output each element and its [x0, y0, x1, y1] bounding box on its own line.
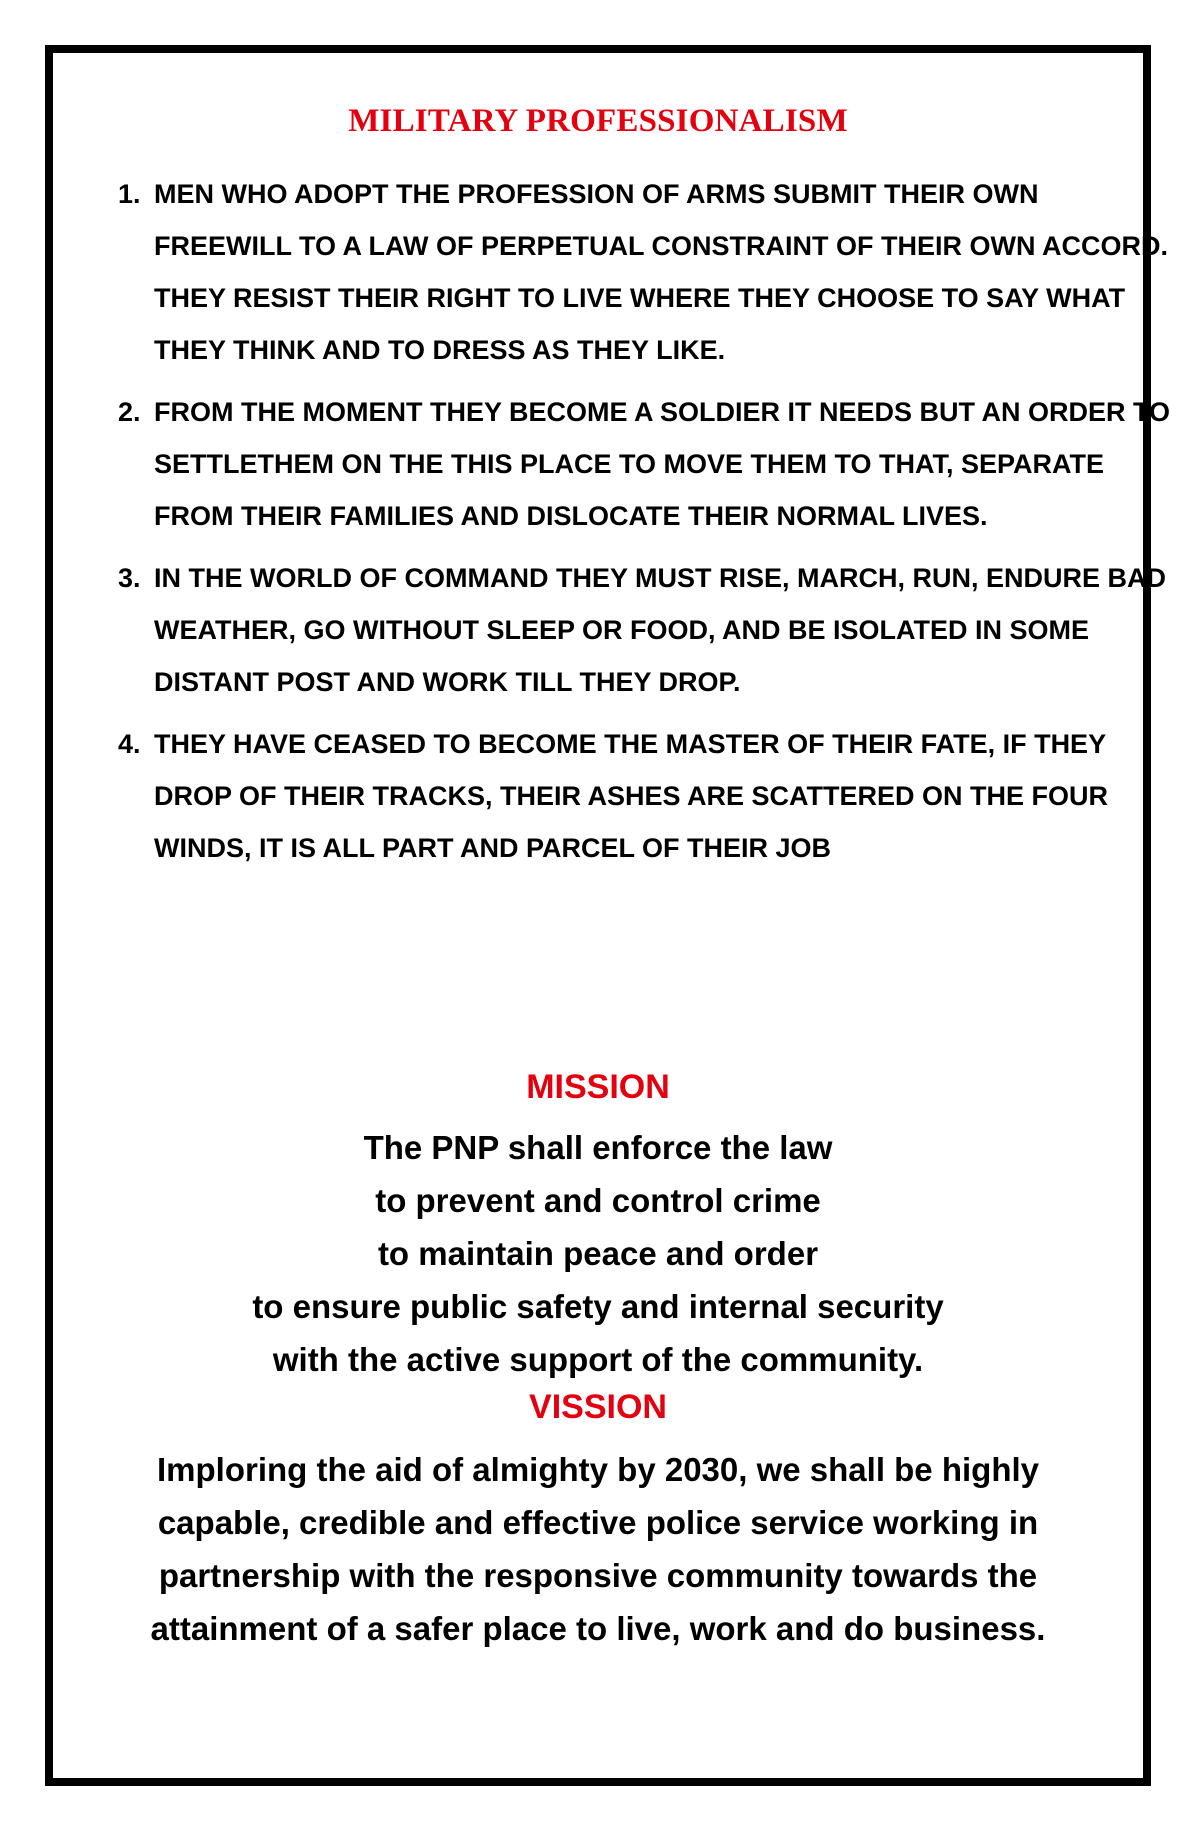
list-item [118, 718, 1178, 874]
list-item [118, 552, 1178, 708]
mission-statement [53, 1121, 1143, 1386]
mission-line: to prevent and control crime [375, 1182, 821, 1219]
page-title: MILITARY PROFESSIONALISM [348, 103, 848, 139]
list-item-number: 4. [118, 729, 141, 759]
list-item-number: 2. [118, 397, 141, 427]
vission-heading: VISSION [529, 1388, 667, 1426]
vission-line: capable, credible and effective police service working in [157, 1504, 1039, 1541]
vission-line: Imploring the aid of almighty by 2030, we shall be highly [156, 1451, 1039, 1488]
list-item [118, 168, 1178, 376]
list-item-text: THEY HAVE CEASED TO BECOME THE MASTER OF THEIR FATE, IF THEY DROP OF THEIR TRACKS, THEIR ASHES ARE SCATTERED ON THE FOUR WINDS, IT IS ALL PART AND PARCEL OF THEIR JOB [154, 729, 1109, 863]
vission-statement [78, 1443, 1118, 1655]
mission-line: The PNP shall enforce the law [363, 1129, 833, 1166]
mission-heading: MISSION [526, 1068, 670, 1106]
list-item-text: IN THE WORLD OF COMMAND THEY MUST RISE, MARCH, RUN, ENDURE BAD WEATHER, GO WITHOUT SLEEP OR FOOD, AND BE ISOLATED IN SOME DISTANT POST AND WORK TILL THEY DROP. [154, 563, 1166, 697]
list-item-text: FROM THE MOMENT THEY BECOME A SOLDIER IT NEEDS BUT AN ORDER TO SETTLETHEM ON THE THIS PLACE TO MOVE THEM TO THAT, SEPARATE FROM THEIR FAMILIES AND DISLOCATE THEIR NORMAL LIVES. [154, 397, 1171, 531]
list-item-text: MEN WHO ADOPT THE PROFESSION OF ARMS SUBMIT THEIR OWN FREEWILL TO A LAW OF PERPETUAL CONSTRAINT OF THEIR OWN ACCORD. THEY RESIST THEIR RIGHT TO LIVE WHERE THEY CHOOSE TO SAY WHAT THEY THINK AND TO DRESS AS THEY LIKE. [154, 179, 1168, 365]
page-border-frame [45, 45, 1171, 1786]
list-item [118, 386, 1178, 542]
mission-line: with the active support of the community. [272, 1341, 924, 1378]
list-item-number: 1. [118, 179, 141, 209]
list-item-number: 3. [118, 563, 141, 593]
principles-list [118, 168, 1178, 884]
mission-line: to ensure public safety and internal security [252, 1288, 944, 1325]
vission-line: attainment of a safer place to live, work and do business. [150, 1610, 1046, 1647]
vission-line: partnership with the responsive community towards the [158, 1557, 1038, 1594]
mission-line: to maintain peace and order [377, 1235, 819, 1272]
